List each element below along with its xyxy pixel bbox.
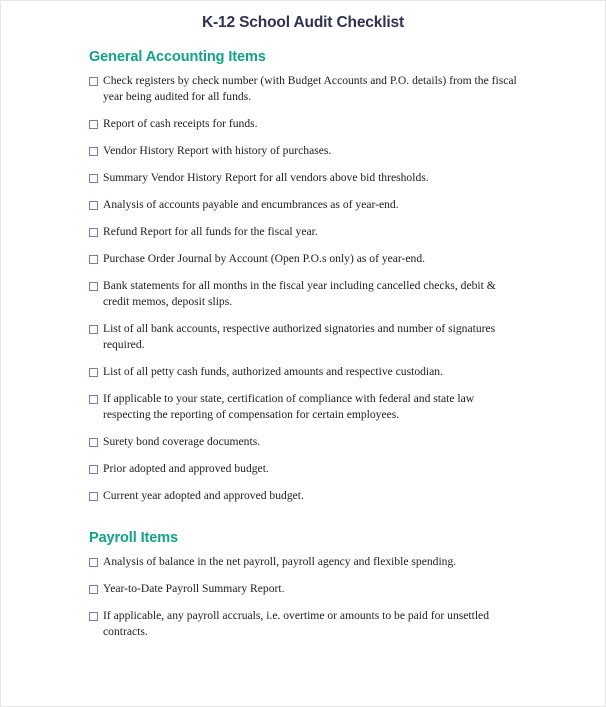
checkbox-icon[interactable] xyxy=(89,282,98,291)
checklist-item[interactable] xyxy=(89,554,519,570)
checklist-item-label: Refund Report for all funds for the fiscal year. xyxy=(103,225,318,238)
section-general-accounting-items xyxy=(89,49,519,504)
checklist-item-label: Surety bond coverage documents. xyxy=(103,435,261,448)
checkbox-icon[interactable] xyxy=(89,395,98,404)
checklist-item-label: Analysis of balance in the net payroll, payroll agency and flexible spending. xyxy=(103,555,457,568)
checklist-item-label: Bank statements for all months in the fiscal year including cancelled checks, debit & credit memos, deposit slips. xyxy=(103,279,496,308)
section-heading: General Accounting Items xyxy=(89,49,266,65)
checklist-item[interactable] xyxy=(89,581,519,597)
checklist-item[interactable] xyxy=(89,391,519,423)
section-payroll-items xyxy=(89,530,519,640)
checkbox-icon[interactable] xyxy=(89,585,98,594)
checkbox-icon[interactable] xyxy=(89,228,98,237)
checkbox-icon[interactable] xyxy=(89,255,98,264)
checklist-item[interactable] xyxy=(89,278,519,310)
checkbox-icon[interactable] xyxy=(89,120,98,129)
checklist-item[interactable] xyxy=(89,116,519,132)
checklist-item-label: If applicable, any payroll accruals, i.e. overtime or amounts to be paid for unsettled contracts. xyxy=(103,609,490,638)
checklist-item-label: Purchase Order Journal by Account (Open P.O.s only) as of year-end. xyxy=(103,252,426,265)
checkbox-icon[interactable] xyxy=(89,558,98,567)
checklist-item[interactable] xyxy=(89,251,519,267)
checklist-item-label: If applicable to your state, certification of compliance with federal and state law respecting the reporting of compensation for certain employees. xyxy=(103,392,475,421)
checklist-item-label: Year-to-Date Payroll Summary Report. xyxy=(103,582,285,595)
checklist-item[interactable] xyxy=(89,608,519,640)
checklist-item-label: Analysis of accounts payable and encumbrances as of year-end. xyxy=(103,198,399,211)
checklist-item-label: List of all bank accounts, respective authorized signatories and number of signatures required. xyxy=(103,322,496,351)
checkbox-icon[interactable] xyxy=(89,465,98,474)
section-heading: Payroll Items xyxy=(89,530,178,546)
checklist-item-label: Check registers by check number (with Budget Accounts and P.O. details) from the fiscal year being audited for all funds. xyxy=(103,74,517,103)
checklist-item[interactable] xyxy=(89,170,519,186)
checkbox-icon[interactable] xyxy=(89,147,98,156)
checklist-item-label: Current year adopted and approved budget. xyxy=(103,489,304,502)
checklist-item[interactable] xyxy=(89,364,519,380)
checklist-item-label: Summary Vendor History Report for all vendors above bid thresholds. xyxy=(103,171,429,184)
checkbox-icon[interactable] xyxy=(89,325,98,334)
checklist-item[interactable] xyxy=(89,434,519,450)
checklist-item[interactable] xyxy=(89,197,519,213)
checkbox-icon[interactable] xyxy=(89,492,98,501)
checklist-payroll xyxy=(89,554,519,640)
checklist-item-label: List of all petty cash funds, authorized amounts and respective custodian. xyxy=(103,365,443,378)
checklist-item[interactable] xyxy=(89,488,519,504)
checklist-item[interactable] xyxy=(89,461,519,477)
checklist-item[interactable] xyxy=(89,143,519,159)
checklist-general-accounting xyxy=(89,73,519,504)
checklist-item[interactable] xyxy=(89,73,519,105)
checklist-item-label: Vendor History Report with history of purchases. xyxy=(103,144,332,157)
page-title: K-12 School Audit Checklist xyxy=(201,14,405,31)
checklist-item[interactable] xyxy=(89,224,519,240)
checkbox-icon[interactable] xyxy=(89,438,98,447)
checkbox-icon[interactable] xyxy=(89,77,98,86)
checklist-item-label: Prior adopted and approved budget. xyxy=(103,462,269,475)
checklist-item-label: Report of cash receipts for funds. xyxy=(103,117,258,130)
checklist-item[interactable] xyxy=(89,321,519,353)
checkbox-icon[interactable] xyxy=(89,201,98,210)
checkbox-icon[interactable] xyxy=(89,174,98,183)
checkbox-icon[interactable] xyxy=(89,612,98,621)
checkbox-icon[interactable] xyxy=(89,368,98,377)
